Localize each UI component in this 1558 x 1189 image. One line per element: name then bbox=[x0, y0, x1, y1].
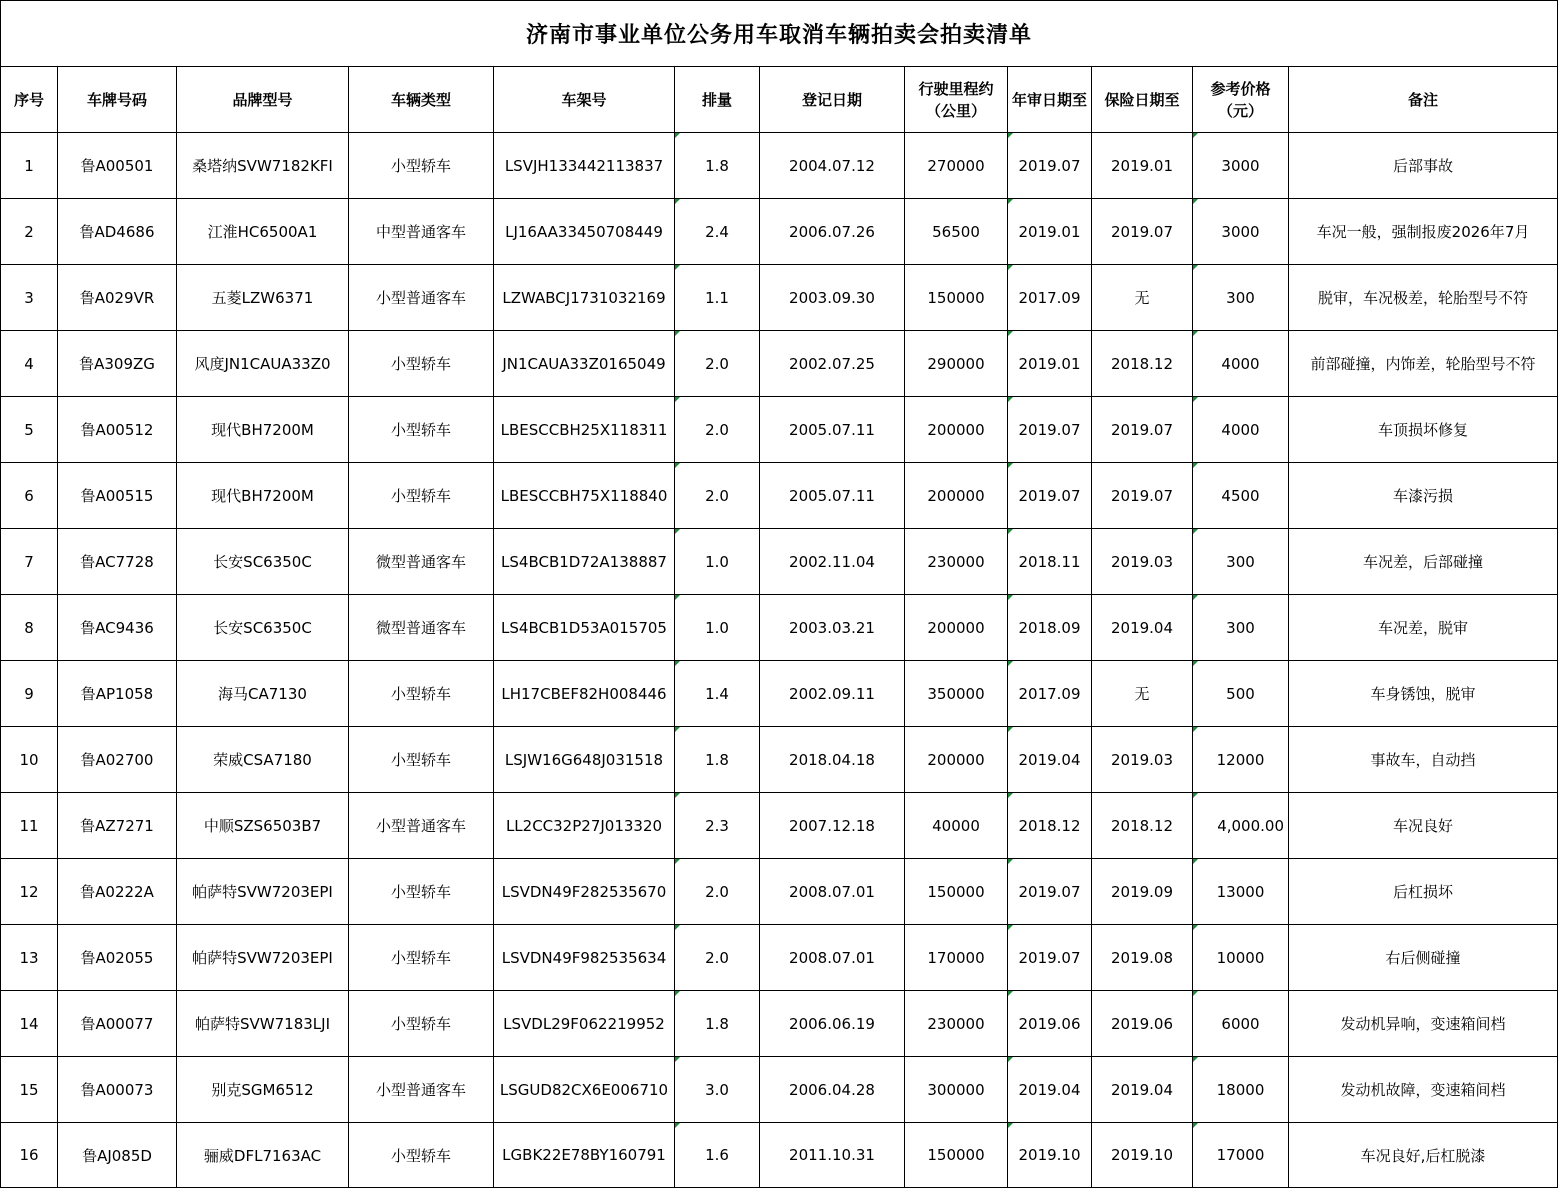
model-cell: 现代BH7200M bbox=[177, 397, 349, 463]
model-cell: 长安SC6350C bbox=[177, 529, 349, 595]
table-row bbox=[1, 529, 1558, 595]
vin-cell: LSVJH133442113837 bbox=[494, 133, 675, 199]
table-row bbox=[1, 661, 1558, 727]
displacement-cell: 2.0 bbox=[675, 859, 760, 925]
inspection-date-cell: 2019.07 bbox=[1008, 925, 1092, 991]
inspection-date-cell: 2019.07 bbox=[1008, 397, 1092, 463]
plate-cell: 鲁A029VR bbox=[58, 265, 177, 331]
displacement-cell: 1.0 bbox=[675, 529, 760, 595]
mileage-cell: 290000 bbox=[905, 331, 1008, 397]
model-cell: 荣威CSA7180 bbox=[177, 727, 349, 793]
vehicle-type-cell: 微型普通客车 bbox=[349, 529, 494, 595]
mileage-cell: 200000 bbox=[905, 595, 1008, 661]
table-row bbox=[1, 265, 1558, 331]
registration-date-cell: 2002.11.04 bbox=[760, 529, 905, 595]
table-row bbox=[1, 859, 1558, 925]
vin-cell: LS4BCB1D72A138887 bbox=[494, 529, 675, 595]
insurance-date-cell: 2019.07 bbox=[1092, 463, 1193, 529]
registration-date-cell: 2006.06.19 bbox=[760, 991, 905, 1057]
insurance-date-cell: 2018.12 bbox=[1092, 793, 1193, 859]
displacement-cell: 1.4 bbox=[675, 661, 760, 727]
vin-cell: LSGUD82CX6E006710 bbox=[494, 1057, 675, 1123]
remarks-cell: 后部事故 bbox=[1289, 133, 1558, 199]
insurance-date-cell: 2018.12 bbox=[1092, 331, 1193, 397]
table-row bbox=[1, 199, 1558, 265]
index-cell: 15 bbox=[1, 1057, 58, 1123]
registration-date-cell: 2011.10.31 bbox=[760, 1123, 905, 1188]
insurance-date-cell: 2019.01 bbox=[1092, 133, 1193, 199]
inspection-date-cell: 2018.11 bbox=[1008, 529, 1092, 595]
vehicle-type-cell: 小型轿车 bbox=[349, 925, 494, 991]
column-header-insurance-date: 保险日期至 bbox=[1092, 67, 1193, 133]
index-cell: 12 bbox=[1, 859, 58, 925]
displacement-cell: 2.0 bbox=[675, 925, 760, 991]
mileage-cell: 300000 bbox=[905, 1057, 1008, 1123]
model-cell: 帕萨特SVW7203EPI bbox=[177, 925, 349, 991]
vin-cell: LZWABCJ1731032169 bbox=[494, 265, 675, 331]
insurance-date-cell: 2019.09 bbox=[1092, 859, 1193, 925]
index-cell: 7 bbox=[1, 529, 58, 595]
reference-price-cell: 12000 bbox=[1193, 727, 1289, 793]
vehicle-type-cell: 中型普通客车 bbox=[349, 199, 494, 265]
reference-price-cell: 3000 bbox=[1193, 133, 1289, 199]
column-header-inspection-date: 年审日期至 bbox=[1008, 67, 1092, 133]
remarks-cell: 车况良好 bbox=[1289, 793, 1558, 859]
index-cell: 4 bbox=[1, 331, 58, 397]
table-row bbox=[1, 463, 1558, 529]
mileage-cell: 40000 bbox=[905, 793, 1008, 859]
remarks-cell: 车况一般，强制报废2026年7月 bbox=[1289, 199, 1558, 265]
displacement-cell: 3.0 bbox=[675, 1057, 760, 1123]
table-row bbox=[1, 397, 1558, 463]
vehicle-type-cell: 小型普通客车 bbox=[349, 793, 494, 859]
inspection-date-cell: 2019.07 bbox=[1008, 859, 1092, 925]
plate-cell: 鲁AJ085D bbox=[58, 1123, 177, 1188]
displacement-cell: 2.4 bbox=[675, 199, 760, 265]
index-cell: 16 bbox=[1, 1123, 58, 1188]
mileage-cell: 200000 bbox=[905, 397, 1008, 463]
plate-cell: 鲁AP1058 bbox=[58, 661, 177, 727]
index-cell: 13 bbox=[1, 925, 58, 991]
remarks-cell: 脱审，车况极差，轮胎型号不符 bbox=[1289, 265, 1558, 331]
column-header-plate: 车牌号码 bbox=[58, 67, 177, 133]
insurance-date-cell: 2019.03 bbox=[1092, 727, 1193, 793]
registration-date-cell: 2008.07.01 bbox=[760, 859, 905, 925]
reference-price-cell: 4500 bbox=[1193, 463, 1289, 529]
remarks-cell: 车况差，脱审 bbox=[1289, 595, 1558, 661]
model-cell: 现代BH7200M bbox=[177, 463, 349, 529]
reference-price-cell: 4,000.00 bbox=[1193, 793, 1289, 859]
registration-date-cell: 2002.09.11 bbox=[760, 661, 905, 727]
model-cell: 帕萨特SVW7203EPI bbox=[177, 859, 349, 925]
registration-date-cell: 2006.04.28 bbox=[760, 1057, 905, 1123]
vin-cell: LH17CBEF82H008446 bbox=[494, 661, 675, 727]
insurance-date-cell: 无 bbox=[1092, 265, 1193, 331]
column-header-registration-date: 登记日期 bbox=[760, 67, 905, 133]
inspection-date-cell: 2017.09 bbox=[1008, 661, 1092, 727]
vehicle-type-cell: 小型轿车 bbox=[349, 331, 494, 397]
registration-date-cell: 2006.07.26 bbox=[760, 199, 905, 265]
inspection-date-cell: 2019.06 bbox=[1008, 991, 1092, 1057]
vehicle-type-cell: 小型轿车 bbox=[349, 859, 494, 925]
vin-cell: LS4BCB1D53A015705 bbox=[494, 595, 675, 661]
mileage-cell: 170000 bbox=[905, 925, 1008, 991]
mileage-cell: 200000 bbox=[905, 727, 1008, 793]
displacement-cell: 2.0 bbox=[675, 397, 760, 463]
model-cell: 别克SGM6512 bbox=[177, 1057, 349, 1123]
mileage-cell: 230000 bbox=[905, 529, 1008, 595]
remarks-cell: 前部碰撞，内饰差，轮胎型号不符 bbox=[1289, 331, 1558, 397]
plate-cell: 鲁AD4686 bbox=[58, 199, 177, 265]
plate-cell: 鲁AC9436 bbox=[58, 595, 177, 661]
displacement-cell: 1.8 bbox=[675, 991, 760, 1057]
model-cell: 骊威DFL7163AC bbox=[177, 1123, 349, 1188]
mileage-cell: 230000 bbox=[905, 991, 1008, 1057]
reference-price-cell: 300 bbox=[1193, 265, 1289, 331]
column-header-reference-price: 参考价格（元） bbox=[1193, 67, 1289, 133]
model-cell: 五菱LZW6371 bbox=[177, 265, 349, 331]
index-cell: 5 bbox=[1, 397, 58, 463]
model-cell: 桑塔纳SVW7182KFI bbox=[177, 133, 349, 199]
insurance-date-cell: 2019.04 bbox=[1092, 595, 1193, 661]
index-cell: 14 bbox=[1, 991, 58, 1057]
vehicle-type-cell: 小型轿车 bbox=[349, 1123, 494, 1188]
mileage-cell: 270000 bbox=[905, 133, 1008, 199]
page-title: 济南市事业单位公务用车取消车辆拍卖会拍卖清单 bbox=[1, 1, 1558, 67]
plate-cell: 鲁A00073 bbox=[58, 1057, 177, 1123]
remarks-cell: 后杠损坏 bbox=[1289, 859, 1558, 925]
displacement-cell: 1.1 bbox=[675, 265, 760, 331]
inspection-date-cell: 2018.09 bbox=[1008, 595, 1092, 661]
vehicle-type-cell: 小型轿车 bbox=[349, 727, 494, 793]
vin-cell: LL2CC32P27J013320 bbox=[494, 793, 675, 859]
mileage-cell: 150000 bbox=[905, 265, 1008, 331]
table-row bbox=[1, 1123, 1558, 1188]
inspection-date-cell: 2019.01 bbox=[1008, 199, 1092, 265]
insurance-date-cell: 2019.07 bbox=[1092, 397, 1193, 463]
reference-price-cell: 300 bbox=[1193, 529, 1289, 595]
inspection-date-cell: 2017.09 bbox=[1008, 265, 1092, 331]
insurance-date-cell: 2019.03 bbox=[1092, 529, 1193, 595]
reference-price-cell: 18000 bbox=[1193, 1057, 1289, 1123]
table-row bbox=[1, 133, 1558, 199]
header-row bbox=[1, 67, 1558, 133]
vin-cell: LBESCCBH75X118840 bbox=[494, 463, 675, 529]
vin-cell: LSVDN49F282535670 bbox=[494, 859, 675, 925]
inspection-date-cell: 2019.10 bbox=[1008, 1123, 1092, 1188]
vehicle-type-cell: 小型轿车 bbox=[349, 463, 494, 529]
vin-cell: LSJW16G648J031518 bbox=[494, 727, 675, 793]
table-row bbox=[1, 991, 1558, 1057]
registration-date-cell: 2008.07.01 bbox=[760, 925, 905, 991]
plate-cell: 鲁AZ7271 bbox=[58, 793, 177, 859]
mileage-cell: 350000 bbox=[905, 661, 1008, 727]
table-row bbox=[1, 793, 1558, 859]
registration-date-cell: 2007.12.18 bbox=[760, 793, 905, 859]
remarks-cell: 车顶损坏修复 bbox=[1289, 397, 1558, 463]
remarks-cell: 发动机故障，变速箱间档 bbox=[1289, 1057, 1558, 1123]
vin-cell: LGBK22E78BY160791 bbox=[494, 1123, 675, 1188]
index-cell: 9 bbox=[1, 661, 58, 727]
remarks-cell: 车况良好,后杠脱漆 bbox=[1289, 1123, 1558, 1188]
vehicle-type-cell: 小型轿车 bbox=[349, 397, 494, 463]
reference-price-cell: 300 bbox=[1193, 595, 1289, 661]
remarks-cell: 车漆污损 bbox=[1289, 463, 1558, 529]
registration-date-cell: 2005.07.11 bbox=[760, 397, 905, 463]
inspection-date-cell: 2019.07 bbox=[1008, 133, 1092, 199]
plate-cell: 鲁A00515 bbox=[58, 463, 177, 529]
reference-price-cell: 10000 bbox=[1193, 925, 1289, 991]
model-cell: 帕萨特SVW7183LJI bbox=[177, 991, 349, 1057]
vehicle-type-cell: 小型普通客车 bbox=[349, 265, 494, 331]
insurance-date-cell: 2019.07 bbox=[1092, 199, 1193, 265]
displacement-cell: 2.0 bbox=[675, 331, 760, 397]
index-cell: 11 bbox=[1, 793, 58, 859]
model-cell: 长安SC6350C bbox=[177, 595, 349, 661]
vehicle-type-cell: 小型轿车 bbox=[349, 133, 494, 199]
registration-date-cell: 2005.07.11 bbox=[760, 463, 905, 529]
mileage-cell: 56500 bbox=[905, 199, 1008, 265]
mileage-cell: 150000 bbox=[905, 1123, 1008, 1188]
insurance-date-cell: 2019.06 bbox=[1092, 991, 1193, 1057]
vin-cell: LJ16AA33450708449 bbox=[494, 199, 675, 265]
plate-cell: 鲁AC7728 bbox=[58, 529, 177, 595]
table-body bbox=[1, 133, 1558, 1188]
remarks-cell: 车身锈蚀，脱审 bbox=[1289, 661, 1558, 727]
vehicle-type-cell: 小型轿车 bbox=[349, 991, 494, 1057]
mileage-cell: 150000 bbox=[905, 859, 1008, 925]
plate-cell: 鲁A02700 bbox=[58, 727, 177, 793]
vehicle-type-cell: 微型普通客车 bbox=[349, 595, 494, 661]
remarks-cell: 事故车，自动挡 bbox=[1289, 727, 1558, 793]
table-row bbox=[1, 925, 1558, 991]
index-cell: 10 bbox=[1, 727, 58, 793]
column-header-model: 品牌型号 bbox=[177, 67, 349, 133]
displacement-cell: 1.0 bbox=[675, 595, 760, 661]
registration-date-cell: 2004.07.12 bbox=[760, 133, 905, 199]
inspection-date-cell: 2019.04 bbox=[1008, 1057, 1092, 1123]
index-cell: 1 bbox=[1, 133, 58, 199]
inspection-date-cell: 2019.01 bbox=[1008, 331, 1092, 397]
reference-price-cell: 3000 bbox=[1193, 199, 1289, 265]
inspection-date-cell: 2018.12 bbox=[1008, 793, 1092, 859]
plate-cell: 鲁A00512 bbox=[58, 397, 177, 463]
registration-date-cell: 2002.07.25 bbox=[760, 331, 905, 397]
reference-price-cell: 6000 bbox=[1193, 991, 1289, 1057]
index-cell: 2 bbox=[1, 199, 58, 265]
remarks-cell: 发动机异响，变速箱间档 bbox=[1289, 991, 1558, 1057]
column-header-vin: 车架号 bbox=[494, 67, 675, 133]
column-header-displacement: 排量 bbox=[675, 67, 760, 133]
model-cell: 中顺SZS6503B7 bbox=[177, 793, 349, 859]
column-header-vehicle-type: 车辆类型 bbox=[349, 67, 494, 133]
vin-cell: LSVDL29F062219952 bbox=[494, 991, 675, 1057]
remarks-cell: 右后侧碰撞 bbox=[1289, 925, 1558, 991]
table-row bbox=[1, 595, 1558, 661]
vin-cell: LSVDN49F982535634 bbox=[494, 925, 675, 991]
vehicle-type-cell: 小型轿车 bbox=[349, 661, 494, 727]
column-header-index: 序号 bbox=[1, 67, 58, 133]
plate-cell: 鲁A00501 bbox=[58, 133, 177, 199]
insurance-date-cell: 2019.10 bbox=[1092, 1123, 1193, 1188]
reference-price-cell: 13000 bbox=[1193, 859, 1289, 925]
column-header-mileage: 行驶里程约（公里） bbox=[905, 67, 1008, 133]
table-row bbox=[1, 331, 1558, 397]
displacement-cell: 2.3 bbox=[675, 793, 760, 859]
insurance-date-cell: 2019.08 bbox=[1092, 925, 1193, 991]
table-row bbox=[1, 727, 1558, 793]
reference-price-cell: 4000 bbox=[1193, 397, 1289, 463]
registration-date-cell: 2003.03.21 bbox=[760, 595, 905, 661]
remarks-cell: 车况差，后部碰撞 bbox=[1289, 529, 1558, 595]
insurance-date-cell: 无 bbox=[1092, 661, 1193, 727]
reference-price-cell: 17000 bbox=[1193, 1123, 1289, 1188]
reference-price-cell: 4000 bbox=[1193, 331, 1289, 397]
displacement-cell: 1.8 bbox=[675, 133, 760, 199]
displacement-cell: 1.6 bbox=[675, 1123, 760, 1188]
model-cell: 江淮HC6500A1 bbox=[177, 199, 349, 265]
displacement-cell: 2.0 bbox=[675, 463, 760, 529]
index-cell: 6 bbox=[1, 463, 58, 529]
registration-date-cell: 2003.09.30 bbox=[760, 265, 905, 331]
plate-cell: 鲁A0222A bbox=[58, 859, 177, 925]
vin-cell: LBESCCBH25X118311 bbox=[494, 397, 675, 463]
inspection-date-cell: 2019.04 bbox=[1008, 727, 1092, 793]
inspection-date-cell: 2019.07 bbox=[1008, 463, 1092, 529]
mileage-cell: 200000 bbox=[905, 463, 1008, 529]
vehicle-type-cell: 小型普通客车 bbox=[349, 1057, 494, 1123]
model-cell: 海马CA7130 bbox=[177, 661, 349, 727]
reference-price-cell: 500 bbox=[1193, 661, 1289, 727]
displacement-cell: 1.8 bbox=[675, 727, 760, 793]
plate-cell: 鲁A309ZG bbox=[58, 331, 177, 397]
registration-date-cell: 2018.04.18 bbox=[760, 727, 905, 793]
column-header-remarks: 备注 bbox=[1289, 67, 1558, 133]
plate-cell: 鲁A00077 bbox=[58, 991, 177, 1057]
plate-cell: 鲁A02055 bbox=[58, 925, 177, 991]
model-cell: 风度JN1CAUA33Z0 bbox=[177, 331, 349, 397]
index-cell: 8 bbox=[1, 595, 58, 661]
insurance-date-cell: 2019.04 bbox=[1092, 1057, 1193, 1123]
table-row bbox=[1, 1057, 1558, 1123]
vin-cell: JN1CAUA33Z0165049 bbox=[494, 331, 675, 397]
index-cell: 3 bbox=[1, 265, 58, 331]
